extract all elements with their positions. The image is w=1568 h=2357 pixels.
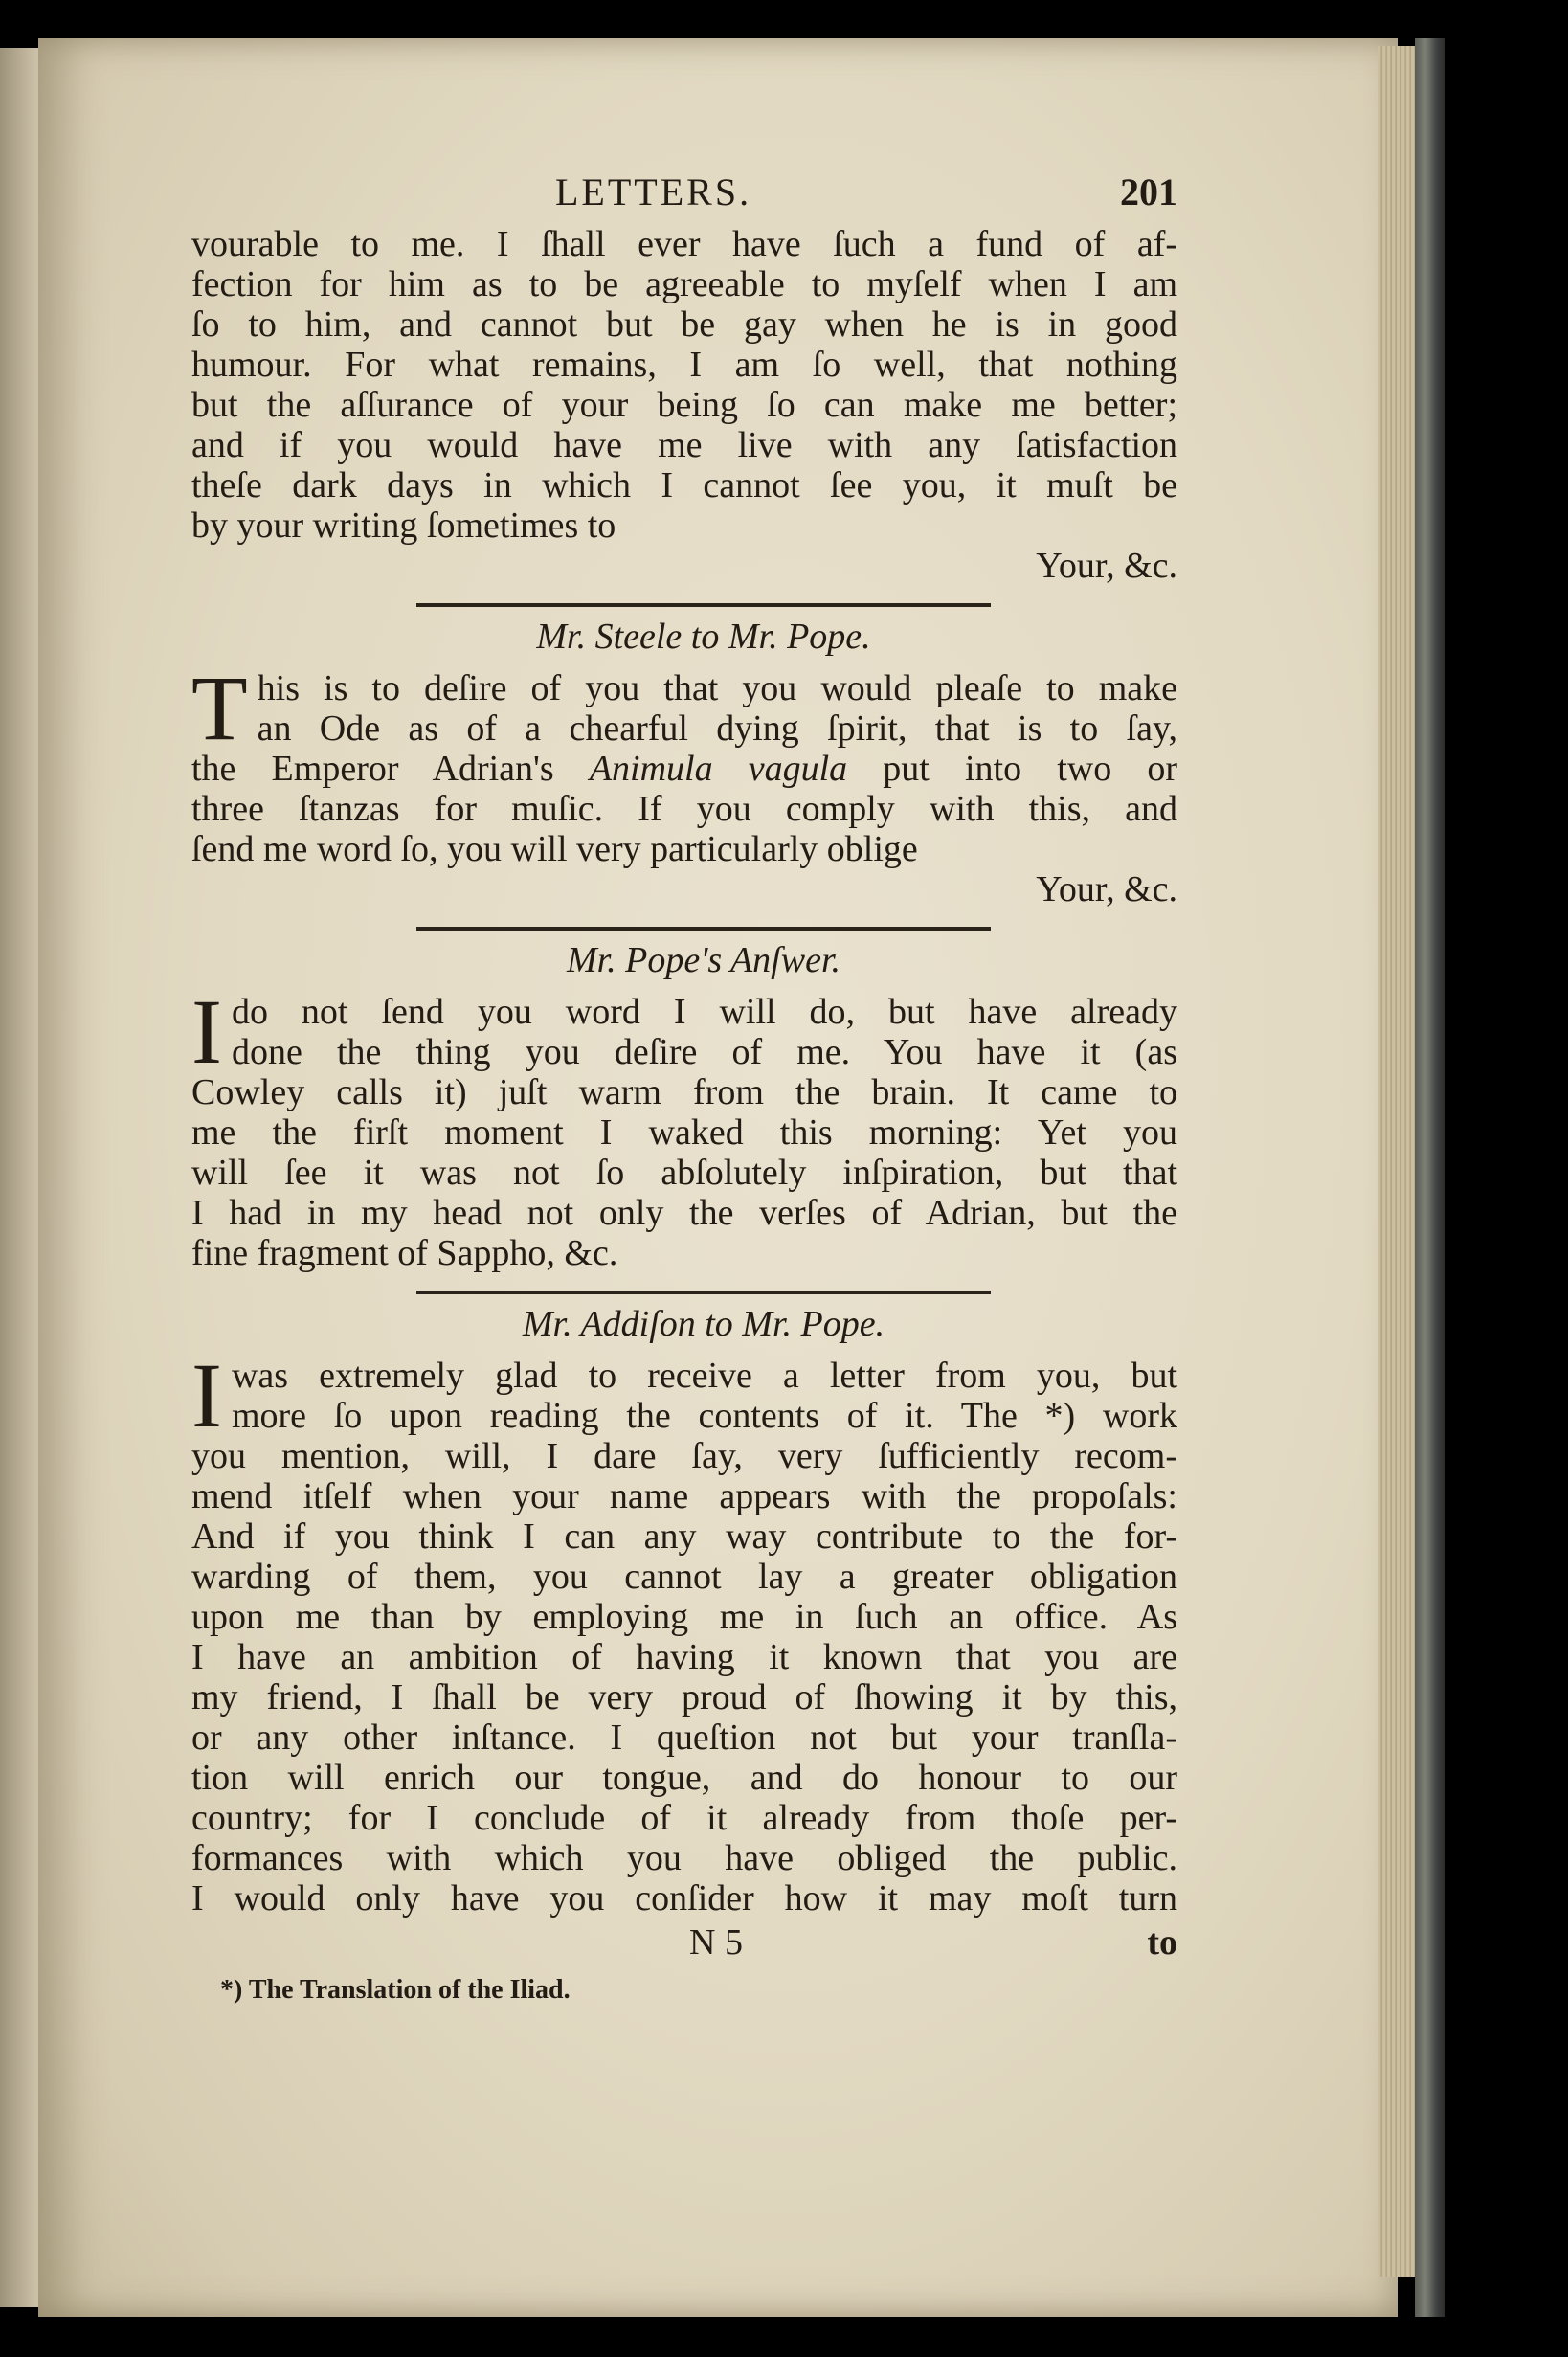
text-line: warding of them, you cannot lay a greater obligation bbox=[191, 1557, 1177, 1597]
page-header bbox=[191, 172, 1177, 216]
drop-cap: I bbox=[191, 980, 222, 1083]
book-spine bbox=[1415, 38, 1445, 2317]
text-line: And if you think I can any way contribute to the for- bbox=[191, 1516, 1177, 1557]
drop-cap: T bbox=[191, 657, 248, 759]
page-footer bbox=[191, 1922, 1177, 1964]
text-line: an Ode as of a chearful dying ſpirit, that is to ſay, bbox=[257, 708, 1177, 749]
drop-cap: I bbox=[191, 1344, 222, 1447]
text-line: will ſee it was not ſo abſolutely inſpiration, but that bbox=[191, 1153, 1177, 1193]
text-line: you mention, will, I dare ſay, very ſufficiently recom- bbox=[191, 1436, 1177, 1476]
letter-heading-steele: Mr. Steele to Mr. Pope. bbox=[536, 617, 871, 657]
text-line: Cowley calls it) juſt warm from the brain. It came to bbox=[191, 1072, 1177, 1112]
letter-signature: Your, &c. bbox=[1036, 546, 1177, 586]
text-line: I would only have you conſider how it may moſt turn bbox=[191, 1878, 1177, 1919]
text-line: ſo to him, and cannot but be gay when he is in good bbox=[191, 304, 1177, 345]
text-segment: put into two or bbox=[847, 749, 1177, 789]
page-number: 201 bbox=[1120, 170, 1177, 213]
text-line bbox=[191, 749, 1177, 789]
running-head: LETTERS. bbox=[555, 170, 752, 213]
text-line: his is to deſire of you that you would pleaſe to make bbox=[257, 668, 1177, 708]
text-line: upon me than by employing me in ſuch an office. As bbox=[191, 1597, 1177, 1637]
text-line: three ſtanzas for muſic. If you comply with this, and bbox=[191, 789, 1177, 829]
text-line: by your writing ſometimes to bbox=[191, 505, 616, 546]
text-line: me the firſt moment I waked this morning: Yet you bbox=[191, 1112, 1177, 1153]
text-line: tion will enrich our tongue, and do honour to our bbox=[191, 1758, 1177, 1798]
catchword: to bbox=[1147, 1922, 1177, 1963]
footnote: *) The Translation of the Iliad. bbox=[220, 1975, 571, 2005]
section-rule bbox=[416, 1291, 991, 1294]
text-line: my friend, I ſhall be very proud of ſhowing it by this, bbox=[191, 1677, 1177, 1717]
section-rule bbox=[416, 927, 991, 931]
letter-pope-answer bbox=[191, 980, 1177, 1273]
text-line: country; for I conclude of it already from thoſe per- bbox=[191, 1798, 1177, 1838]
letter-steele bbox=[191, 657, 1177, 909]
signature-mark: N 5 bbox=[689, 1922, 743, 1963]
text-line: but the aſſurance of your being ſo can make me better; bbox=[191, 385, 1177, 425]
text-line: I had in my head not only the verſes of Adrian, but the bbox=[191, 1193, 1177, 1233]
text-line: fine fragment of Sappho, &c. bbox=[191, 1233, 618, 1273]
letter-heading-pope-answer: Mr. Pope's Anſwer. bbox=[566, 940, 841, 980]
text-line: formances with which you have obliged the public. bbox=[191, 1838, 1177, 1878]
text-segment: the Emperor Adrian's bbox=[191, 749, 590, 789]
text-line: more ſo upon reading the contents of it. The *) work bbox=[231, 1396, 1177, 1436]
text-line: was extremely glad to receive a letter from you, but bbox=[231, 1356, 1177, 1396]
text-line: mend itſelf when your name appears with the propoſals: bbox=[191, 1476, 1177, 1516]
letter-signature: Your, &c. bbox=[1036, 869, 1177, 909]
text-line: and if you would have me live with any ſatisfaction bbox=[191, 425, 1177, 465]
text-line: fection for him as to be agreeable to myſelf when I am bbox=[191, 264, 1177, 304]
text-line: do not ſend you word I will do, but have already bbox=[231, 992, 1177, 1032]
text-line: theſe dark days in which I cannot ſee you, it muſt be bbox=[191, 465, 1177, 505]
text-line: or any other inſtance. I queſtion not but your tranſla- bbox=[191, 1717, 1177, 1758]
text-line: I have an ambition of having it known that you are bbox=[191, 1637, 1177, 1677]
page-content bbox=[191, 172, 1177, 2010]
text-line: humour. For what remains, I am ſo well, that nothing bbox=[191, 345, 1177, 385]
text-line: done the thing you deſire of me. You have it (as bbox=[231, 1032, 1177, 1072]
letter-addison bbox=[191, 1344, 1177, 1919]
letter-continuation bbox=[191, 224, 1177, 586]
text-line: ſend me word ſo, you will very particularly oblige bbox=[191, 829, 918, 869]
italic-title: Animula vagula bbox=[589, 749, 848, 789]
letter-heading-addison: Mr. Addiſon to Mr. Pope. bbox=[522, 1304, 885, 1344]
section-rule bbox=[416, 603, 991, 607]
text-line: vourable to me. I ſhall ever have ſuch a fund of af- bbox=[191, 224, 1177, 264]
